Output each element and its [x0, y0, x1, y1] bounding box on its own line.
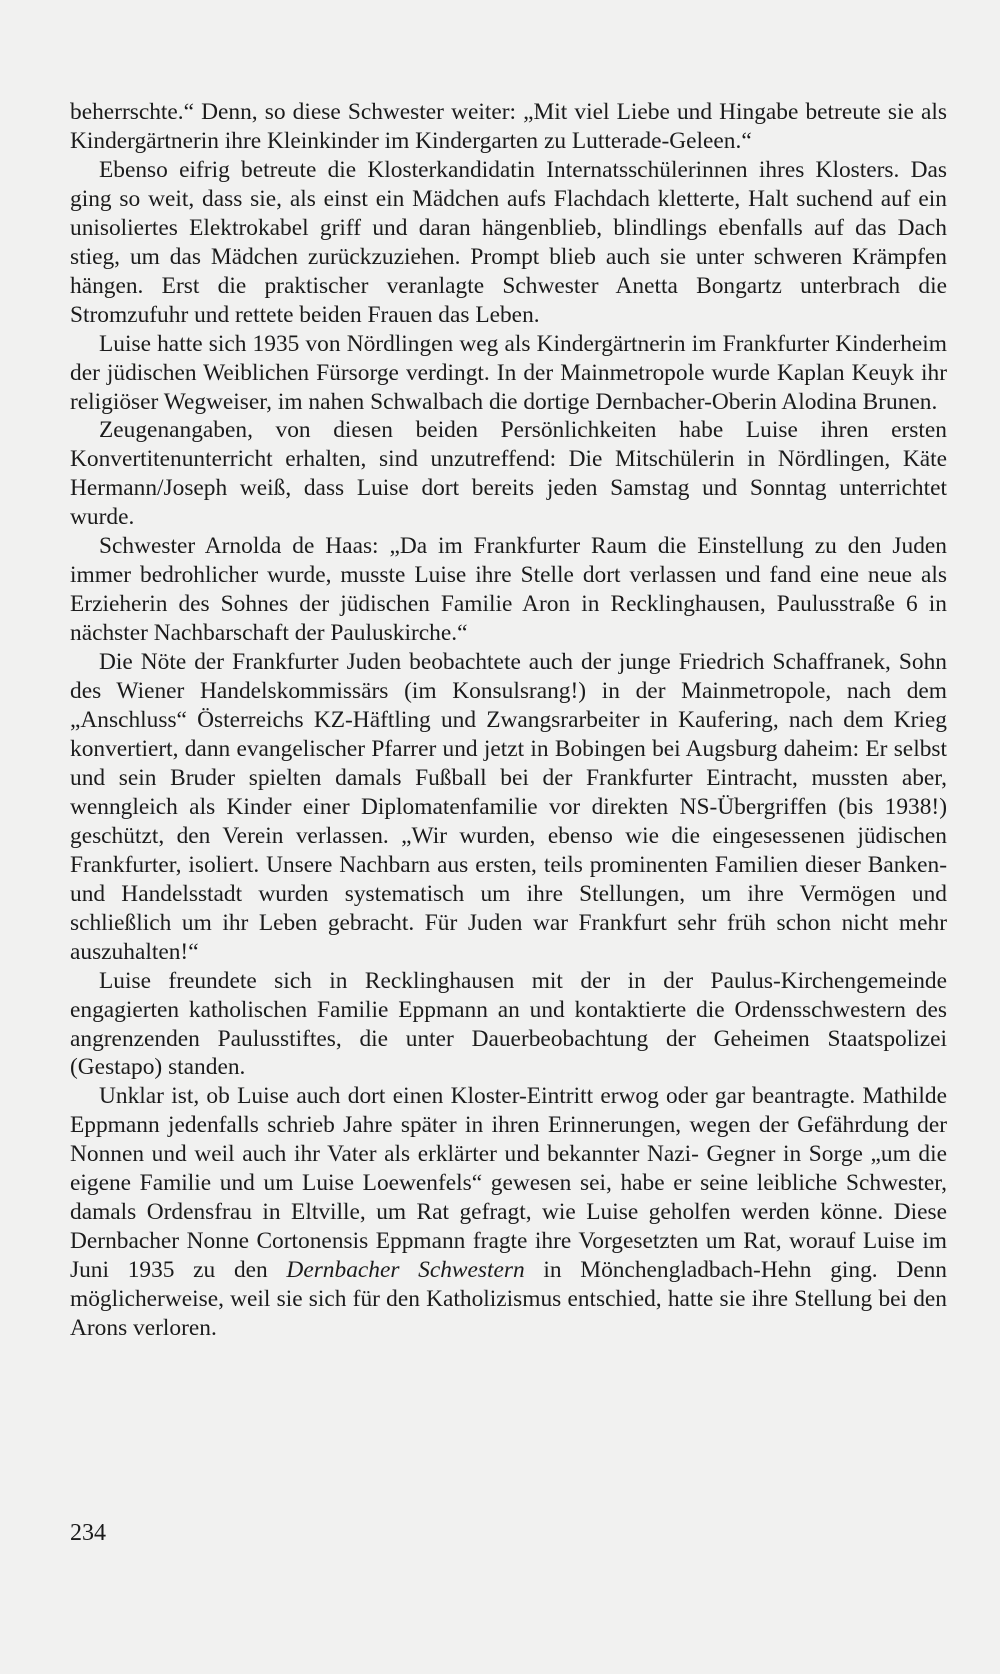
paragraph: Luise freundete sich in Recklinghausen mit der in der Paulus-Kirchengemeinde engagierten katholischen Familie Eppmann an und kontaktierte die Ordensschwestern des angrenzenden Paulusstiftes, die unter Dauerbeobachtung der Geheimen Staatspolizei (Gestapo) standen. — [70, 967, 947, 1081]
page-number: 234 — [70, 1520, 106, 1546]
paragraph: Luise hatte sich 1935 von Nördlingen weg als Kindergärtnerin im Frankfurter Kinderheim der jüdischen Weiblichen Fürsorge verdingt. In der Mainmetropole wurde Kaplan Keuyk ihr religiöser Wegweiser, im nahen Schwalbach die dortige Dernbacher-Oberin Alodina Brunen. — [70, 330, 947, 415]
paragraph-last — [70, 1082, 947, 1343]
text-span: in Mönchengladbach-Hehn ging. Denn möglicherweise, weil sie sich für den Katholizismus entschied, hatte sie ihre Stellung bei den Arons verloren. — [70, 1257, 947, 1342]
italic-term: Dernbacher Schwestern — [286, 1257, 525, 1284]
body-text — [70, 98, 947, 1343]
paragraph: Zeugenangaben, von diesen beiden Persönlichkeiten habe Luise ihren ersten Konvertitenunterricht erhalten, sind unzutreffend: Die Mitschülerin in Nördlingen, Käte Hermann/Joseph weiß, dass Luise dort bereits jeden Samstag und Sonntag unterrichtet wurde. — [70, 417, 947, 531]
text-span: Unklar ist, ob Luise auch dort einen Kloster-Eintritt erwog oder gar beantragte. Mathilde Eppmann jedenfalls schrieb Jahre später in ihren Erinnerungen, wegen der Gefährdung der Nonnen und weil auch ihr Vater als erklärter und bekannter Nazi- Gegner in Sorge „um die eigene Familie und um Luise Loewenfels“ gewesen sei, habe er seine leibliche Schwester, damals Ordensfrau in Eltville, um Rat gefragt, wie Luise geholfen werden könne. Diese Dernbacher Nonne Cortonensis Eppmann fragte ihre Vorgesetzten um Rat, worauf Luise im Juni 1935 zu den — [70, 1083, 947, 1284]
paragraph: Ebenso eifrig betreute die Klosterkandidatin Internatsschülerinnen ihres Klosters. Das ging so weit, dass sie, als einst ein Mädchen aufs Flachdach kletterte, Halt suchend auf ein unisoliertes Elektrokabel griff und daran hängenblieb, blindlings ebenfalls auf das Dach stieg, um das Mädchen zurückzuziehen. Prompt blieb auch sie unter schweren Krämpfen hängen. Erst die praktischer veranlagte Schwester Anetta Bongartz unterbrach die Stromzufuhr und rettete beiden Frauen das Leben. — [70, 156, 947, 328]
paragraph: Schwester Arnolda de Haas: „Da im Frankfurter Raum die Einstellung zu den Juden immer bedrohlicher wurde, musste Luise ihre Stelle dort verlassen und fand eine neue als Erzieherin des Sohnes der jüdischen Familie Aron in Recklinghausen, Paulusstraße 6 in nächster Nachbarschaft der Pauluskirche.“ — [70, 533, 947, 647]
paragraph: Die Nöte der Frankfurter Juden beobachtete auch der junge Friedrich Schaffranek, Sohn des Wiener Handelskommissärs (im Konsulsrang!) in der Mainmetropole, nach dem „Anschluss“ Österreichs KZ-Häftling und Zwangsrarbeiter in Kaufering, nach dem Krieg konvertiert, dann evangelischer Pfarrer und jetzt in Bobingen bei Augsburg daheim: Er selbst und sein Bruder spielten damals Fußball bei der Frankfurter Eintracht, mussten aber, wenngleich als Kinder einer Diplomatenfamilie vor direkten NS-Übergriffen (bis 1938!) geschützt, den Verein verlassen. „Wir wurden, ebenso wie die eingesessenen jüdischen Frankfurter, isoliert. Unsere Nachbarn aus ersten, teils prominenten Familien dieser Banken- und Handelsstadt wurden systematisch um ihre Stellungen, um ihre Vermögen und schließlich um ihr Leben gebracht. Für Juden war Frankfurt sehr früh schon nicht mehr auszuhalten!“ — [70, 649, 947, 965]
paragraph: beherrschte.“ Denn, so diese Schwester weiter: „Mit viel Liebe und Hingabe betreute sie als Kindergärtnerin ihre Kleinkinder im Kindergarten zu Lutterade-Geleen.“ — [70, 99, 947, 154]
